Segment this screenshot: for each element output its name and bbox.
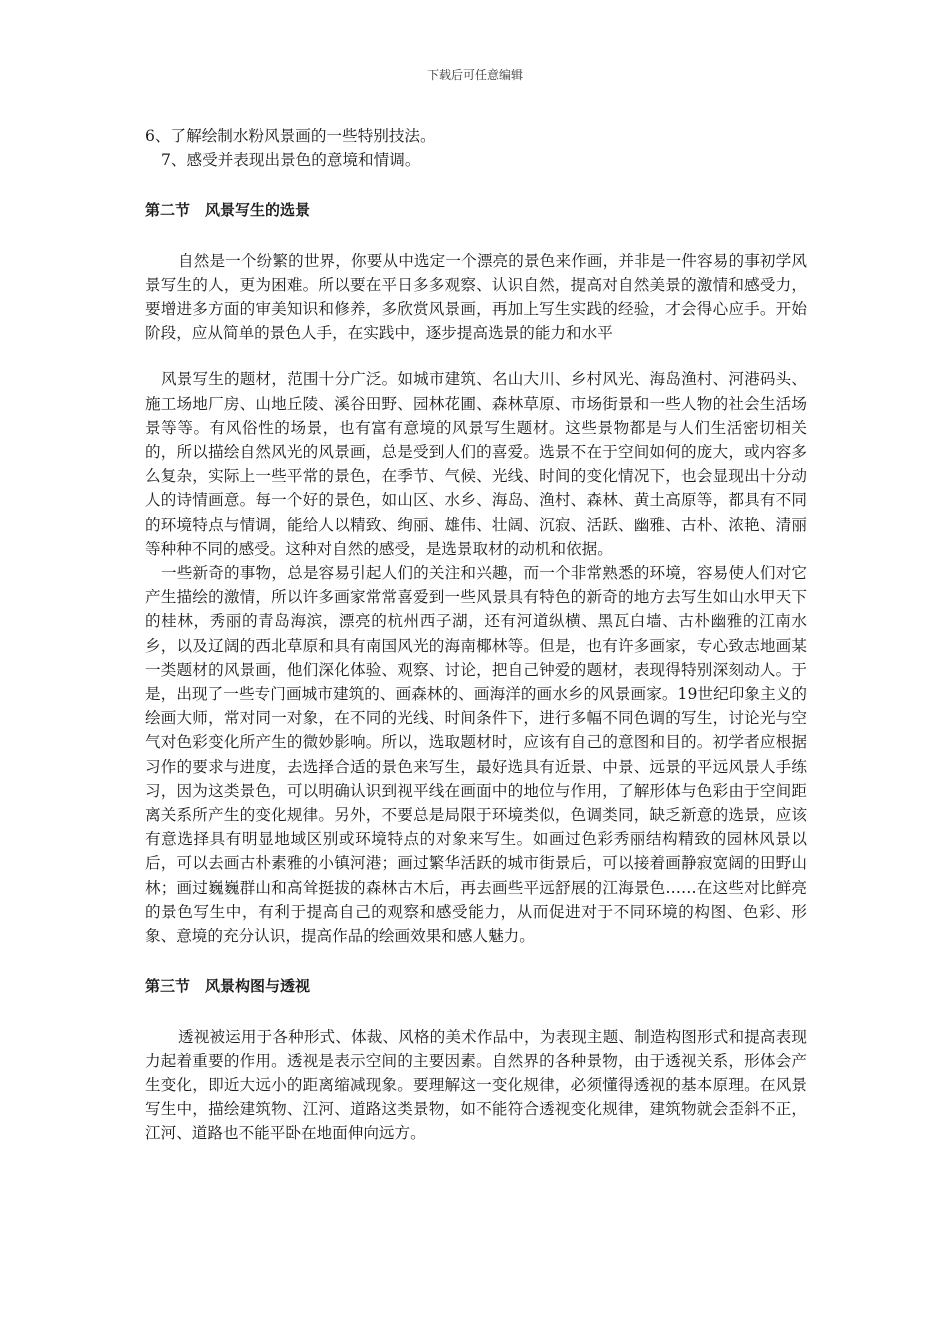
list-item: 6、了解绘制水粉风景画的一些特别技法。	[145, 127, 436, 145]
list-item: 7、感受并表现出景色的意境和情调。	[161, 151, 421, 170]
document-body	[145, 124, 807, 1146]
section-heading: 第三节 风景构图与透视	[145, 977, 311, 996]
paragraph: 透视被运用于各种形式、体裁、风格的美术作品中，为表现主题、制造构图形式和提高表现力起着重要的作用。透视是表示空间的主要因素。自然界的各种景物，由于透视关系，形体会产生变化，即近大远小的距离缩减现象。要理解这一变化规律，必须懂得透视的基本原理。在风景写生中，描绘建筑物、江河、道路这类景物，如不能符合透视变化规律，建筑物就会歪斜不正，江河、道路也不能平卧在地面伸向远方。	[145, 1027, 807, 1143]
paragraph: 一些新奇的事物，总是容易引起人们的关注和兴趣，而一个非常熟悉的环境，容易使人们对它产生描绘的激情，所以许多画家常常喜爱到一些风景具有特色的新奇的地方去写生如山水甲天下的桂林，秀丽的青岛海滨，漂亮的杭州西子湖，还有河道纵横、黑瓦白墙、古朴幽雅的江南水乡，以及辽阔的西北草原和具有南国风光的海南椰林等。但是，也有许多画家，专心致志地画某一类题材的风景画，他们深化体验、观察、讨论，把自己钟爱的题材，表现得特别深刻动人。于是，出现了一些专门画城市建筑的、画森林的、画海洋的画水乡的风景画家。19世纪印象主义的绘画大师，常对同一对象，在不同的光线、时间条件下，进行多幅不同色调的写生，讨论光与空气对色彩变化所产生的微妙影响。所以，选取题材时，应该有自己的意图和目的。初学者应根据习作的要求与进度，去选择合适的景色来写生，最好选具有近景、中景、远景的平远风景人手练习，因为这类景色，可以明确认识到视平线在画面中的地位与作用，了解形体与色彩由于空间距离关系所产生的变化规律。另外，不要总是局限于环境类似，色调类同，缺乏新意的选景，应该有意选择具有明显地域区别或环境特点的对象来写生。如画过色彩秀丽结构精致的园林风景以后，可以去画古朴素雅的小镇河港；画过繁华活跃的城市街景后，可以接着画静寂宽阔的田野山林；画过巍巍群山和高耸挺拔的森林古木后，再去画些平远舒展的江海景色……在这些对比鲜亮的景色写生中，有利于提高自己的观察和感受能力，从而促进对于不同环境的构图、色彩、形象、意境的充分认识，提高作品的绘画效果和感人魅力。	[145, 564, 807, 946]
paragraph: 自然是一个纷繁的世界，你要从中选定一个漂亮的景色来作画，并非是一件容易的事初学风景写生的人，更为困难。所以要在平日多多观察、认识自然，提高对自然美景的激情和感受力，要增进多方面的审美知识和修养，多欣赏风景画，再加上写生实践的经验，才会得心应手。开始阶段，应从简单的景色人手，在实践中，逐步提高选景的能力和水平	[145, 251, 807, 343]
page-header: 下载后可任意编辑	[426, 68, 523, 82]
section-heading: 第二节 风景写生的选景	[145, 201, 311, 220]
paragraph: 风景写生的题材，范围十分广泛。如城市建筑、名山大川、乡村风光、海岛渔村、河港码头、施工场地厂房、山地丘陵、溪谷田野、园林花圃、森林草原、市场街景和一些人物的社会生活场景等等。有风俗性的场景，也有富有意境的风景写生题材。这些景物都是与人们生活密切相关的，所以描绘自然风光的风景画，总是受到人们的喜爱。选景不在于空间如何的庞大，或内容多么复杂，实际上一些平常的景色，在季节、气候、光线、时间的变化情况下，也会显现出十分动人的诗情画意。每一个好的景色，如山区、水乡、海岛、渔村、森林、黄土高原等，都具有不同的环境特点与情调，能给人以精致、绚丽、雄伟、壮阔、沉寂、活跃、幽雅、古朴、浓艳、清丽等种种不同的感受。这种对自然的感受，是选景取材的动机和依据。	[145, 370, 807, 558]
